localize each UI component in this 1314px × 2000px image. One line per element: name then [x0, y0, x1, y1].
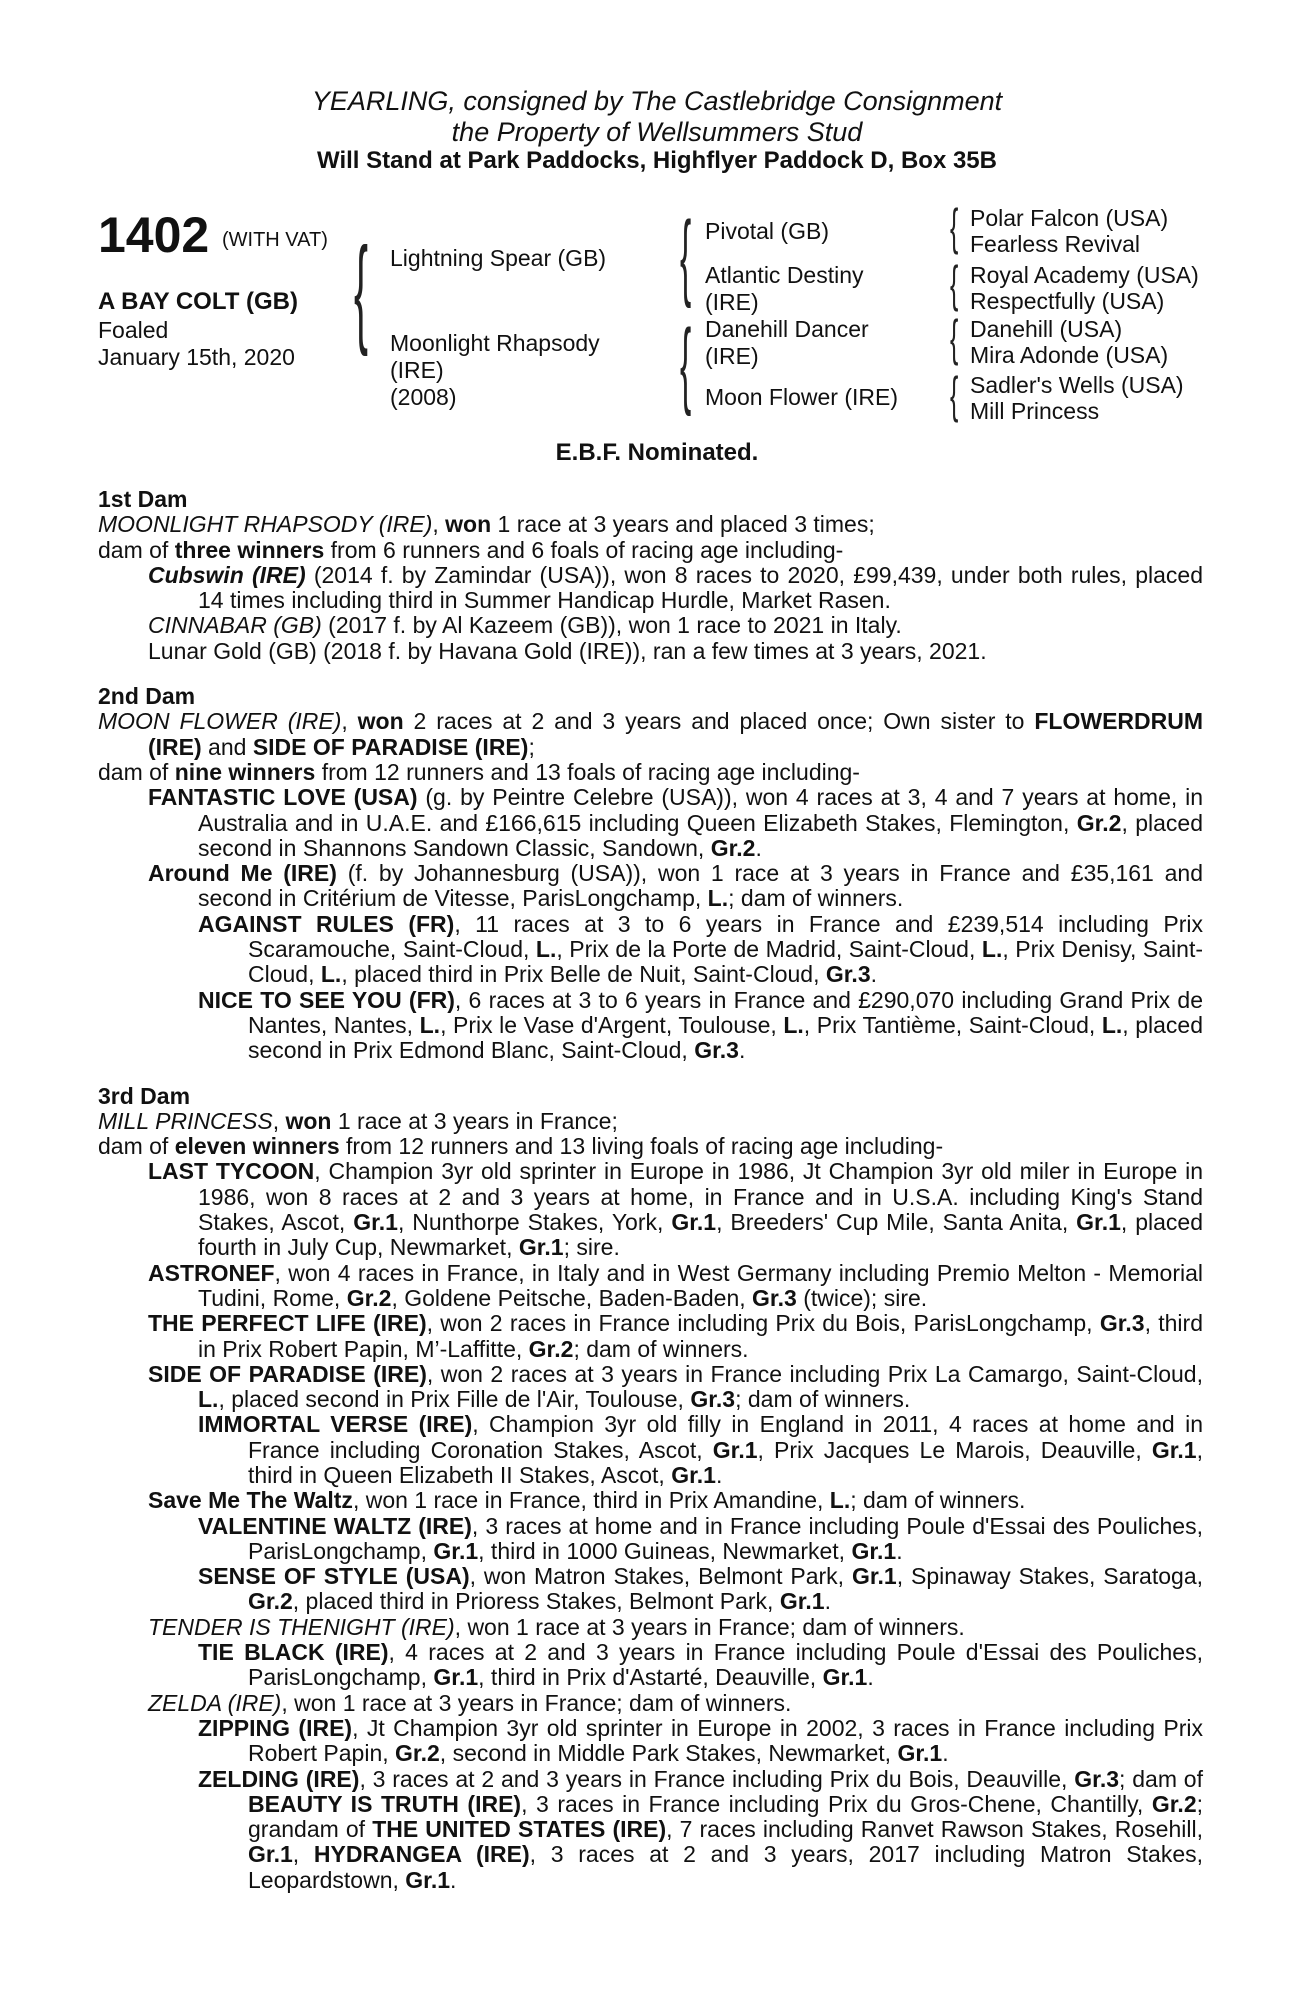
entry-emphasis: Gr.2	[1076, 809, 1122, 836]
entry-text: ; dam of winners.	[728, 885, 904, 912]
lot-description: A BAY COLT (GB)	[98, 288, 299, 315]
entry-text: ; dam of winners.	[735, 1386, 911, 1413]
entry-text: , third in Queen Elizabeth II Stakes, Ascot,	[248, 1436, 1203, 1488]
entry-text: 2 races at 2 and 3 years and placed once; Own sister to	[403, 708, 1035, 735]
entry-text: dam of	[98, 536, 175, 563]
entry-text: , Prix Tantième, Saint-Cloud,	[803, 1011, 1102, 1038]
entry-emphasis: ZELDA (IRE)	[148, 1689, 282, 1716]
entry-text: , Spinaway Stakes, Saratoga,	[896, 1563, 1203, 1590]
entry-emphasis: MOONLIGHT RHAPSODY (IRE)	[98, 511, 433, 538]
entry-text: 1 race at 3 years and placed 3 times;	[491, 511, 875, 538]
entry-text: , won Matron Stakes, Belmont Park,	[469, 1563, 852, 1590]
property-line: the Property of Wellsummers Stud	[451, 117, 863, 147]
entry-emphasis: ZIPPING (IRE)	[198, 1714, 353, 1741]
family-entry	[98, 613, 1203, 638]
entry-text: ; dam of winners.	[850, 1487, 1026, 1514]
family-entry	[98, 1615, 1203, 1640]
entry-emphasis: Gr.1	[897, 1740, 943, 1767]
entry-emphasis: Gr.1	[671, 1209, 717, 1236]
vat-note: (WITH VAT)	[222, 229, 328, 251]
entry-text: , won 1 race at 3 years in France; dam of winners.	[281, 1689, 792, 1716]
entry-text: , Prix de la Porte de Madrid, Saint-Cloud,	[556, 936, 982, 963]
entry-emphasis: FLOWERDRUM (IRE)	[148, 708, 1204, 760]
entry-text: , placed second in Prix Fille de l'Air, Toulouse,	[218, 1386, 691, 1413]
entry-emphasis: won	[445, 511, 492, 538]
entry-text: .	[867, 1664, 874, 1691]
entry-text: dam of	[98, 1133, 175, 1160]
section-heading: 1st Dam	[98, 486, 188, 512]
entry-text: , Prix le Vase d'Argent, Toulouse,	[440, 1011, 784, 1038]
bracket-dam-gen2: {	[680, 310, 692, 417]
entry-emphasis: IMMORTAL VERSE (IRE)	[198, 1411, 473, 1438]
entry-text: from 6 runners and 6 foals of racing age including-	[324, 536, 844, 563]
family-history	[98, 487, 1203, 1893]
entry-text: , Breeders' Cup Mile, Santa Anita,	[716, 1209, 1077, 1236]
entry-emphasis: CINNABAR (GB)	[148, 612, 322, 639]
entry-text: , won 1 race at 3 years in France; dam of winners.	[454, 1613, 965, 1640]
entry-emphasis: SIDE OF PARADISE (IRE)	[252, 733, 529, 760]
entry-emphasis: Gr.1	[518, 1234, 564, 1261]
entry-emphasis: Gr.1	[1076, 1209, 1121, 1236]
entry-emphasis: SIDE OF PARADISE (IRE)	[148, 1360, 427, 1387]
entry-text: dam of	[98, 758, 175, 785]
entry-emphasis: Gr.1	[353, 1209, 398, 1236]
entry-text: ,	[432, 511, 446, 538]
family-entry	[98, 1640, 1203, 1691]
family-entry	[98, 1564, 1203, 1615]
bracket-gen3-4: {	[950, 367, 959, 423]
family-entry	[98, 709, 1203, 760]
dam-section	[98, 1084, 1203, 1894]
entry-text: and	[201, 733, 253, 760]
entry-text: , 6 races at 3 to 6 years in France and £290,070 including Grand Prix de Nantes, Nantes,	[248, 986, 1203, 1038]
entry-emphasis: Gr.1	[712, 1436, 758, 1463]
family-entry	[98, 861, 1203, 912]
family-entry	[98, 1691, 1203, 1716]
family-entry	[98, 538, 1203, 563]
entry-emphasis: Gr.1	[779, 1588, 825, 1615]
entry-text: , placed third in Prioress Stakes, Belmont Park,	[292, 1588, 780, 1615]
entry-text: , 3 races at home and in France including Poule d'Essai des Pouliches, ParisLongchamp,	[248, 1512, 1203, 1564]
entry-emphasis: Gr.3	[1099, 1310, 1145, 1337]
lot-number: 1402	[98, 207, 210, 263]
gen3-ddd: Mill Princess	[970, 398, 1100, 424]
entry-emphasis: TENDER IS THENIGHT (IRE)	[148, 1613, 455, 1640]
entry-emphasis: L.	[981, 936, 1003, 963]
entry-emphasis: won	[285, 1107, 332, 1134]
family-entry	[98, 1412, 1203, 1488]
entry-text: (2014 f. by Zamindar (USA)), won 8 races to 2020, £99,439, under both rules, placed 14 times including third in Summer Handicap Hurdle, Market Rasen.	[198, 561, 1203, 614]
bracket-gen3-3: {	[950, 310, 959, 366]
entry-text: ,	[292, 1841, 314, 1868]
gen3-dss: Danehill (USA)	[970, 316, 1123, 342]
entry-text: .	[870, 961, 878, 988]
entry-text: (g. by Peintre Celebre (USA)), won 4 races at 3, 4 and 7 years at home, in Australia and in U.A.E. and £166,615 including Queen Elizabeth Stakes, Flemington,	[198, 784, 1204, 836]
entry-emphasis: L.	[198, 1386, 219, 1413]
entry-emphasis: Gr.1	[851, 1537, 897, 1564]
entry-emphasis: Gr.1	[433, 1664, 479, 1691]
family-entry	[98, 1362, 1203, 1413]
entry-text: .	[942, 1740, 949, 1767]
entry-emphasis: Around Me (IRE)	[148, 860, 337, 887]
entry-text: from 12 runners and 13 foals of racing age including-	[315, 758, 860, 785]
family-entry	[98, 1488, 1203, 1513]
entry-emphasis: eleven winners	[174, 1133, 340, 1160]
sire-dam	[705, 262, 864, 316]
entry-emphasis: Gr.1	[822, 1664, 868, 1691]
entry-text: .	[738, 1037, 746, 1064]
entry-emphasis: L.	[320, 961, 342, 988]
entry-text: , 3 races at 2 and 3 years, 2017 including Matron Stakes, Leopardstown,	[248, 1841, 1204, 1893]
entry-text: ; grandam of	[248, 1790, 1204, 1843]
sire-dam-line2: (IRE)	[705, 289, 759, 315]
entry-emphasis: three winners	[174, 536, 325, 563]
entry-text: , Prix Denisy, Saint-Cloud,	[248, 936, 1203, 988]
entry-text: , Nunthorpe Stakes, York,	[397, 1209, 672, 1236]
consignment-line: YEARLING, consigned by The Castlebridge Consignment	[311, 86, 1003, 116]
entry-text: from 12 runners and 13 living foals of racing age including-	[339, 1133, 944, 1160]
sire-dam-line1: Atlantic Destiny	[705, 262, 864, 288]
entry-emphasis: L.	[419, 1011, 441, 1038]
entry-emphasis: Gr.3	[825, 961, 871, 988]
entry-emphasis: L.	[829, 1487, 851, 1514]
entry-emphasis: Gr.2	[528, 1335, 574, 1362]
entry-emphasis: HYDRANGEA (IRE)	[313, 1841, 530, 1868]
stand-location-line: Will Stand at Park Paddocks, Highflyer Paddock D, Box 35B	[317, 147, 997, 174]
entry-text: (twice); sire.	[796, 1284, 928, 1311]
entry-emphasis: VALENTINE WALTZ (IRE)	[198, 1512, 472, 1539]
entry-text: ,	[341, 708, 358, 735]
dam-name-line1: Moonlight Rhapsody	[390, 330, 600, 356]
family-entry	[98, 512, 1203, 537]
dam-dam: Moon Flower (IRE)	[705, 384, 898, 410]
entry-text: , won 4 races in France, in Italy and in West Germany including Premio Melton - Memorial Tudini, Rome,	[198, 1259, 1203, 1311]
entry-emphasis: Gr.2	[395, 1740, 440, 1767]
entry-text: , placed fourth in July Cup, Newmarket,	[198, 1209, 1203, 1261]
dam-sire-line2: (IRE)	[705, 343, 759, 369]
dam-foaling-year: (2008)	[390, 384, 457, 410]
entry-emphasis: Gr.1	[851, 1563, 897, 1590]
family-entry	[98, 760, 1203, 785]
entry-emphasis: won	[357, 708, 404, 735]
entry-emphasis: L.	[1101, 1011, 1123, 1038]
entry-emphasis: LAST TYCOON	[148, 1158, 315, 1185]
entry-text: , Champion 3yr old filly in England in 2011, 4 races at home and in France including Coronation Stakes, Ascot,	[248, 1411, 1203, 1463]
entry-emphasis: SENSE OF STYLE (USA)	[198, 1563, 470, 1590]
entry-text: Lunar Gold (GB) (2018 f. by Havana Gold (IRE)), ran a few times at 3 years, 2021.	[148, 637, 987, 664]
sire-name: Lightning Spear (GB)	[390, 245, 607, 271]
entry-text: .	[824, 1588, 831, 1615]
gen3-sds: Royal Academy (USA)	[970, 262, 1199, 288]
entry-text: , won 2 races at 3 years in France including Prix La Camargo, Saint-Cloud,	[426, 1360, 1203, 1387]
entry-emphasis: Gr.2	[1151, 1790, 1197, 1817]
dam-name-line2: (IRE)	[390, 357, 444, 383]
entry-text: , third in 1000 Guineas, Newmarket,	[478, 1537, 852, 1564]
bracket-sire-gen2: {	[680, 202, 692, 309]
entry-emphasis: ASTRONEF	[148, 1259, 275, 1286]
entry-text: .	[450, 1866, 457, 1893]
family-entry	[98, 1109, 1203, 1134]
entry-emphasis: THE UNITED STATES (IRE)	[372, 1816, 667, 1843]
entry-text: , 3 races in France including Prix du Gros-Chene, Chantilly,	[521, 1790, 1152, 1817]
family-entry	[98, 1134, 1203, 1159]
entry-emphasis: L.	[707, 885, 729, 912]
entry-text: ; dam of	[1119, 1765, 1203, 1792]
bracket-gen3-2: {	[950, 256, 959, 312]
ebf-nomination: E.B.F. Nominated.	[555, 439, 759, 466]
entry-text: (2017 f. by Al Kazeem (GB)), won 1 race to 2021 in Italy.	[321, 612, 902, 639]
dam-sire-line1: Danehill Dancer	[705, 316, 869, 342]
entry-text: , won 2 races in France including Prix du Bois, ParisLongchamp,	[426, 1310, 1100, 1337]
entry-text: , placed third in Prix Belle de Nuit, Saint-Cloud,	[341, 961, 826, 988]
entry-text: , placed second in Shannons Sandown Classic, Sandown,	[198, 809, 1204, 861]
entry-text: , third in Prix Robert Papin, M’-Laffitte,	[198, 1310, 1203, 1362]
entry-text: , Prix Jacques Le Marois, Deauville,	[757, 1436, 1152, 1463]
gen3-sdd: Respectfully (USA)	[970, 288, 1165, 314]
entry-text: ; sire.	[563, 1234, 620, 1261]
family-entry	[98, 988, 1203, 1064]
entry-emphasis: Gr.3	[752, 1284, 797, 1311]
entry-emphasis: FANTASTIC LOVE (USA)	[148, 784, 418, 811]
entry-text: .	[715, 1461, 723, 1488]
gen3-ssd: Fearless Revival	[970, 231, 1140, 257]
entry-emphasis: AGAINST RULES (FR)	[198, 910, 455, 937]
section-heading: 3rd Dam	[98, 1082, 191, 1109]
entry-text: ; dam of winners.	[573, 1335, 749, 1362]
entry-text: , 7 races including Ranvet Rawson Stakes, Rosehill,	[666, 1816, 1203, 1843]
section-heading: 2nd Dam	[98, 683, 196, 710]
entry-text: , Jt Champion 3yr old sprinter in Europe in 2002, 3 races in France including Prix Robert Papin,	[248, 1714, 1203, 1767]
bracket-gen3-1: {	[950, 199, 959, 255]
family-entry	[98, 1261, 1203, 1312]
gen3-dsd: Mira Adonde (USA)	[970, 342, 1169, 368]
dam-section	[98, 487, 1203, 664]
family-entry	[98, 785, 1203, 861]
entry-emphasis: THE PERFECT LIFE (IRE)	[148, 1310, 427, 1337]
family-entry	[98, 1767, 1203, 1893]
entry-emphasis: Gr.3	[690, 1386, 736, 1413]
entry-emphasis: L.	[783, 1011, 804, 1038]
gen3-sss: Polar Falcon (USA)	[970, 205, 1169, 231]
entry-emphasis: Gr.1	[1151, 1436, 1197, 1463]
entry-text: , won 1 race in France, third in Prix Amandine,	[352, 1487, 830, 1514]
entry-text: , second in Middle Park Stakes, Newmarket,	[439, 1740, 898, 1767]
entry-emphasis: Gr.2	[248, 1588, 293, 1615]
entry-text: ,	[272, 1107, 286, 1134]
family-entry	[98, 639, 1203, 664]
entry-text: (f. by Johannesburg (USA)), won 1 race at 3 years in France and £35,161 and second in Critérium de Vitesse, ParisLongchamp,	[198, 860, 1203, 912]
gen3-dds: Sadler's Wells (USA)	[970, 372, 1184, 398]
entry-text: , 4 races at 2 and 3 years in France including Poule d'Essai des Pouliches, ParisLongchamp,	[248, 1639, 1203, 1691]
entry-text: , 11 races at 3 to 6 years in France and £239,514 including Prix Scaramouche, Saint-Cloud,	[248, 910, 1203, 963]
foaled-date: January 15th, 2020	[98, 344, 295, 370]
family-entry	[98, 563, 1203, 614]
entry-text: , Goldene Peitsche, Baden-Baden,	[391, 1284, 753, 1311]
family-entry	[98, 1716, 1203, 1767]
entry-emphasis: Cubswin (IRE)	[148, 561, 306, 588]
family-entry	[98, 1514, 1203, 1565]
entry-emphasis: MOON FLOWER (IRE)	[98, 708, 342, 735]
entry-emphasis: Gr.1	[433, 1537, 479, 1564]
entry-text: .	[755, 834, 762, 861]
foaled-label: Foaled	[98, 317, 169, 343]
entry-text: , placed second in Prix Edmond Blanc, Saint-Cloud,	[248, 1011, 1204, 1064]
entry-emphasis: BEAUTY IS TRUTH (IRE)	[248, 1790, 522, 1817]
entry-emphasis: NICE TO SEE YOU (FR)	[198, 986, 455, 1013]
sire-sire: Pivotal (GB)	[705, 218, 829, 244]
entry-text: , 3 races at 2 and 3 years in France including Prix du Bois, Deauville,	[359, 1765, 1075, 1792]
family-entry	[98, 1159, 1203, 1260]
family-entry	[98, 912, 1203, 988]
entry-emphasis: Gr.3	[1074, 1765, 1120, 1792]
bracket-gen1: {	[354, 223, 369, 357]
foaled-info	[98, 317, 295, 371]
entry-emphasis: MILL PRINCESS	[98, 1107, 273, 1134]
dam-sire	[705, 316, 869, 370]
entry-emphasis: Gr.3	[694, 1037, 739, 1064]
entry-emphasis: L.	[535, 936, 557, 963]
family-entry	[98, 1311, 1203, 1362]
entry-text: .	[896, 1537, 903, 1564]
entry-emphasis: Gr.1	[405, 1866, 451, 1893]
entry-emphasis: Gr.1	[248, 1841, 293, 1868]
entry-emphasis: ZELDING (IRE)	[198, 1765, 360, 1792]
entry-emphasis: Gr.2	[710, 834, 756, 861]
entry-text: ;	[528, 733, 535, 760]
entry-emphasis: Gr.1	[671, 1461, 716, 1488]
entry-text: 1 race at 3 years in France;	[331, 1107, 618, 1134]
dam-section	[98, 684, 1203, 1063]
entry-emphasis: TIE BLACK (IRE)	[198, 1639, 389, 1666]
entry-text: , third in Prix d'Astarté, Deauville,	[478, 1664, 823, 1691]
entry-text: , Champion 3yr old sprinter in Europe in 1986, Jt Champion 3yr old miler in Europe in 1986, won 8 races at 2 and 3 years at home, in France and in U.S.A. including King's Stand Stakes, Ascot,	[198, 1158, 1203, 1236]
entry-emphasis: Gr.2	[346, 1284, 392, 1311]
entry-emphasis: nine winners	[174, 758, 316, 785]
entry-emphasis: Save Me The Waltz	[148, 1487, 353, 1514]
dam-name	[390, 330, 600, 411]
